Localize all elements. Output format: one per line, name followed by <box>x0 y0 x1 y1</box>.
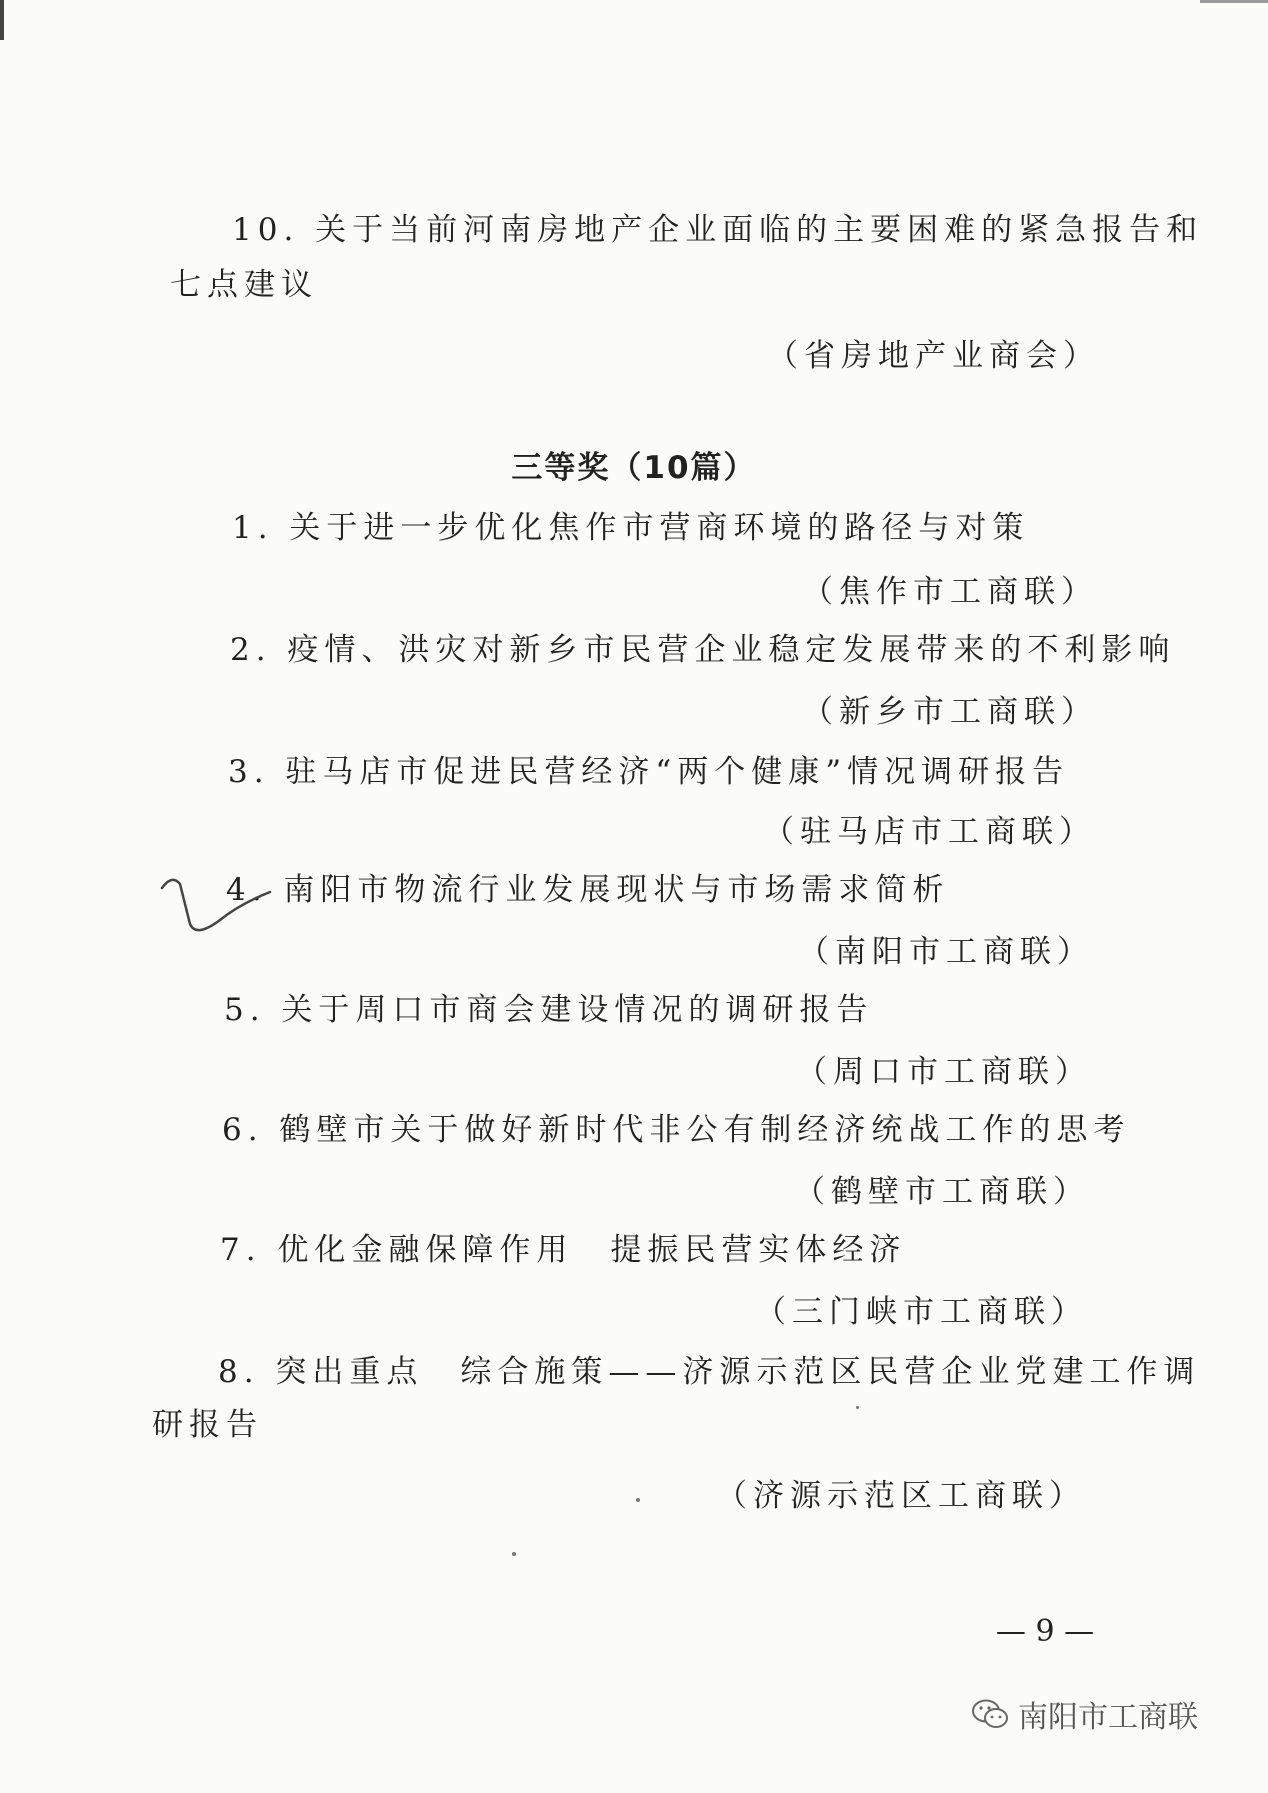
award-item-title: 7. 优化金融保障作用 提振民营实体经济 <box>220 1232 907 1268</box>
handwritten-check-mark <box>160 868 280 948</box>
page-number: — 9 — <box>995 1614 1095 1649</box>
award-item-source: （周口市工商联） <box>796 1054 1092 1090</box>
award-item-source: （南阳市工商联） <box>798 934 1094 970</box>
award-item-title: 研报告 <box>152 1407 263 1443</box>
award-item-title: 8. 突出重点 综合施策——济源示范区民营企业党建工作调 <box>218 1354 1201 1390</box>
award-item-title: 5. 关于周口市商会建设情况的调研报告 <box>224 992 874 1028</box>
award-item-10-source: （省房地产业商会） <box>767 338 1100 374</box>
scan-speck <box>856 1406 859 1409</box>
award-item-source: （焦作市工商联） <box>802 574 1098 610</box>
award-item-title: 3. 驻马店市促进民营经济“两个健康”情况调研报告 <box>228 754 1070 790</box>
award-item-10-line2: 七点建议 <box>170 267 318 303</box>
scan-edge <box>1200 0 1268 3</box>
award-item-10-line1: 10. 关于当前河南房地产企业面临的主要困难的紧急报告和 <box>232 212 1204 248</box>
award-item-source: （驻马店市工商联） <box>763 814 1096 850</box>
watermark <box>970 1692 1198 1736</box>
award-item-source: （新乡市工商联） <box>802 694 1098 730</box>
award-item-source: （济源示范区工商联） <box>716 1478 1086 1514</box>
section-heading: 三等奖（10篇） <box>511 450 757 486</box>
award-item-title: 6. 鹤壁市关于做好新时代非公有制经济统战工作的思考 <box>222 1112 1131 1148</box>
award-item-source: （三门峡市工商联） <box>755 1294 1088 1330</box>
watermark-text: 南阳市工商联 <box>1018 1700 1198 1735</box>
award-item-source: （鹤壁市工商联） <box>794 1174 1090 1210</box>
scan-speck <box>636 1498 640 1502</box>
wechat-icon <box>970 1697 1010 1731</box>
award-item-title: 2. 疫情、洪灾对新乡市民营企业稳定发展带来的不利影响 <box>230 632 1176 668</box>
award-item-title: 4. 南阳市物流行业发展现状与市场需求简析 <box>226 872 950 908</box>
scan-edge <box>0 0 4 40</box>
award-item-title: 1. 关于进一步优化焦作市营商环境的路径与对策 <box>232 510 1030 546</box>
scan-speck <box>512 1552 516 1556</box>
